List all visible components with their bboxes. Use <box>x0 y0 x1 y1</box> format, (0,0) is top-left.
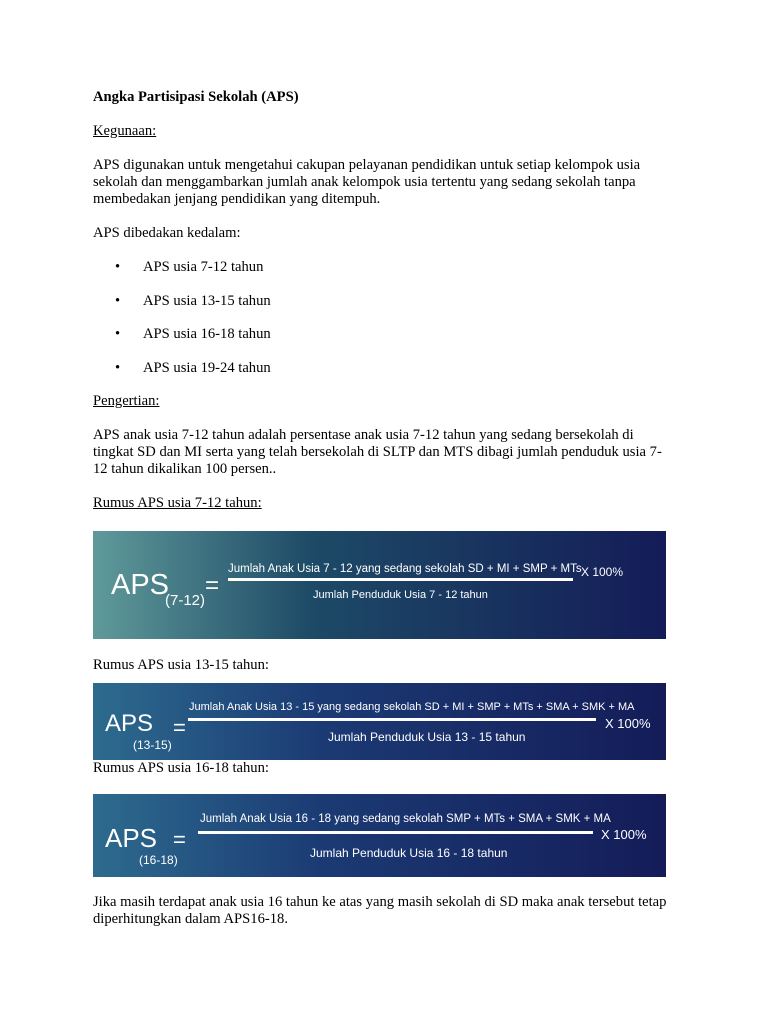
list-item: • APS usia 13-15 tahun <box>115 292 271 309</box>
rumus-7-12-label: Rumus APS usia 7-12 tahun: <box>93 495 262 511</box>
aps-category-list <box>93 259 673 377</box>
formula-equals: = <box>205 572 220 599</box>
bullet-icon: • <box>115 326 121 342</box>
formula-aps-label: APS <box>105 710 154 737</box>
formula-age-range: (13-15) <box>133 738 172 752</box>
fraction-bar <box>198 831 593 834</box>
formula-denominator: Jumlah Penduduk Usia 13 - 15 tahun <box>328 730 526 744</box>
list-item: • APS usia 16-18 tahun <box>115 326 271 342</box>
list-item: • APS usia 19-24 tahun <box>115 359 271 376</box>
formula-aps-label: APS <box>105 823 158 853</box>
formula-numerator: Jumlah Anak Usia 13 - 15 yang sedang sekolah SD + MI + SMP + MTs + SMA + SMK + MA <box>189 701 635 713</box>
kegunaan-heading: Kegunaan: <box>93 123 157 139</box>
formula-multiplier: X 100% <box>601 827 647 842</box>
formula-banner-13-15 <box>93 683 666 760</box>
formula-age-range: (7-12) <box>165 592 206 609</box>
kegunaan-paragraph: APS digunakan untuk mengetahui cakupan pelayanan pendidikan untuk setiap kelompok usia sekolah dan menggambarkan jumlah anak kelompok usia tertentu yang sedang sekolah tanpa membedakan jenjang pendidikan yang ditempuh. <box>93 157 641 207</box>
list-item: • APS usia 7-12 tahun <box>115 259 264 275</box>
bullet-icon: • <box>115 359 121 376</box>
pengertian-paragraph: APS anak usia 7-12 tahun adalah persentase anak usia 7-12 tahun yang sedang bersekolah di tingkat SD dan MI serta yang telah bersekolah di SLTP dan MTS dibagi jumlah penduduk usia 7-12 tahun dikalikan 100 persen.. <box>93 427 662 477</box>
rumus-16-18-label: Rumus APS usia 16-18 tahun: <box>93 760 269 776</box>
closing-paragraph: Jika masih terdapat anak usia 16 tahun ke atas yang masih sekolah di SD maka anak tersebut tetap diperhitungkan dalam APS16-18. <box>93 894 667 927</box>
formula-banner-16-18 <box>93 794 666 877</box>
formula-banner-7-12 <box>93 531 666 639</box>
document-page <box>93 89 673 928</box>
formula-multiplier: X 100% <box>605 716 651 731</box>
formula-aps-label: APS <box>111 569 170 601</box>
document-title: Angka Partisipasi Sekolah (APS) <box>93 89 299 105</box>
formula-denominator: Jumlah Penduduk Usia 7 - 12 tahun <box>313 589 488 601</box>
fraction-bar <box>188 718 596 721</box>
formula-equals: = <box>173 827 186 852</box>
fraction-bar <box>228 578 573 581</box>
formula-equals: = <box>173 715 186 740</box>
formula-numerator: Jumlah Anak Usia 7 - 12 yang sedang sekolah SD + MI + SMP + MTs <box>228 563 582 575</box>
bullet-icon: • <box>115 292 121 309</box>
dibedakan-paragraph: APS dibedakan kedalam: <box>93 225 241 241</box>
pengertian-heading: Pengertian: <box>93 393 160 409</box>
formula-age-range: (16-18) <box>139 853 178 867</box>
bullet-icon: • <box>115 259 121 275</box>
formula-numerator: Jumlah Anak Usia 16 - 18 yang sedang sekolah SMP + MTs + SMA + SMK + MA <box>200 813 611 825</box>
formula-denominator: Jumlah Penduduk Usia 16 - 18 tahun <box>310 846 508 860</box>
formula-multiplier: X 100% <box>581 565 624 579</box>
rumus-13-15-label: Rumus APS usia 13-15 tahun: <box>93 657 269 673</box>
